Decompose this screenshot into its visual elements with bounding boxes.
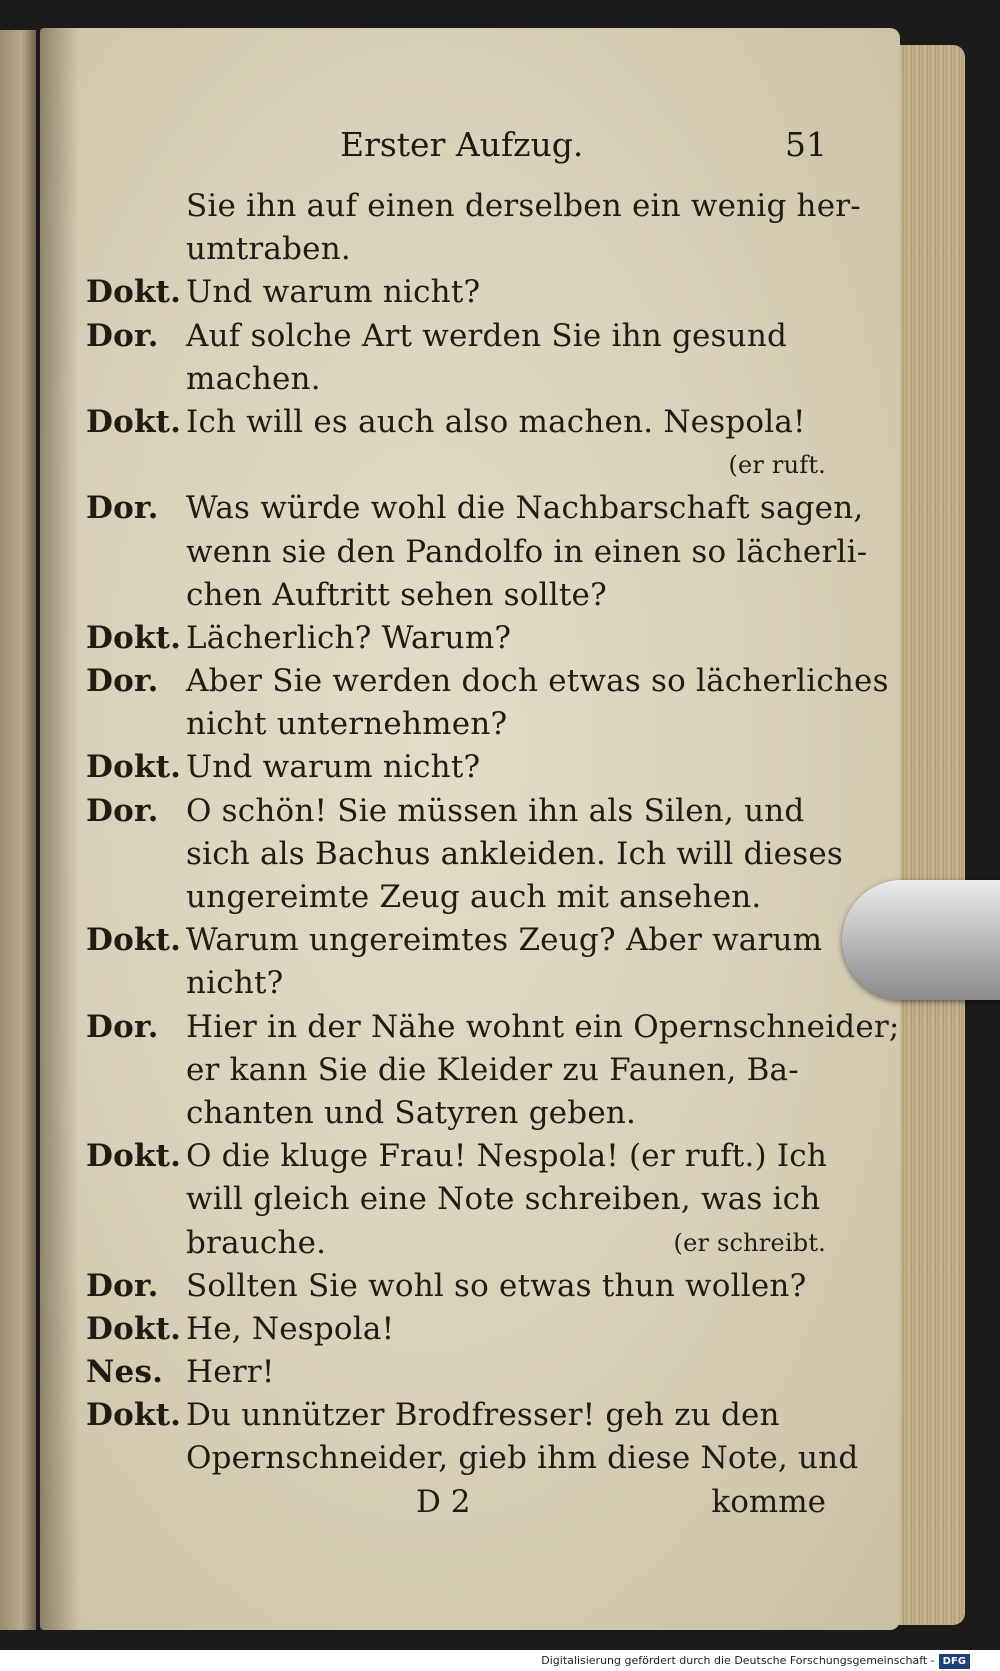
text-line [86,617,826,660]
text-line [86,358,826,401]
line-text: er kann Sie die Kleider zu Faunen, Ba- [186,1051,799,1088]
line-text: Sollten Sie wohl so etwas thun wollen? [186,1267,807,1304]
page-clip [842,880,1000,1000]
footer [0,1650,1000,1671]
line-text: Aber Sie werden doch etwas so lächerliches [186,663,889,700]
line-text: O schön! Sie müssen ihn als Silen, und [186,792,805,829]
speaker-name: Dor. [86,663,159,700]
running-title: Erster Aufzug. [340,125,584,164]
line-text: chanten und Satyren geben. [186,1094,637,1131]
text-line [86,315,826,358]
speaker-name: Dokt. [86,1138,182,1175]
text-block [86,185,900,1524]
speaker-name: Dokt. [86,749,182,786]
speaker-name: Dokt. [86,922,182,959]
text-line [86,660,889,703]
text-line [86,228,826,271]
speaker-name: Dor. [86,1008,159,1045]
line-text: wenn sie den Pandolfo in einen so lächerli- [186,533,868,570]
text-line [86,1394,826,1437]
text-line [86,1049,826,1092]
text-line [86,444,826,487]
line-text: Sie ihn auf einen derselben ein wenig her- [186,188,861,224]
text-line [86,487,864,530]
speaker-name: Dor. [86,1267,159,1304]
text-line [86,919,826,962]
speaker-name: Dokt. [86,1397,182,1434]
speaker-name: Dor. [86,490,159,527]
line-text: Lächerlich? Warum? [186,619,512,656]
text-line [86,833,843,876]
text-line [86,876,826,919]
speaker-name: Nes. [86,1354,164,1391]
line-text: Hier in der Nähe wohnt ein Opernschneider; [186,1008,900,1045]
text-line [86,1178,826,1221]
line-text: Und warum nicht? [186,274,481,311]
speaker-name: Dokt. [86,403,182,440]
text-line [86,1308,826,1351]
line-text: sich als Bachus ankleiden. Ich will dieses [186,835,843,872]
speaker-name: Dor. [86,317,159,354]
catchword: komme [711,1483,826,1520]
facing-page-edge [0,30,36,1630]
line-text: Was würde wohl die Nachbarschaft sagen, [186,490,864,527]
page-number: 51 [785,125,827,164]
line-text: He, Nespola! [186,1310,395,1347]
speaker-name: Dokt. [86,619,182,656]
text-line [86,790,826,833]
line-text: chen Auftritt sehen sollte? [186,576,607,613]
line-text: brauche. [186,1224,327,1261]
footer-credit-text: Digitalisierung gefördert durch die Deutsche Forschungsgemeinschaft - [541,1654,935,1667]
stage-direction: (er schreibt. [673,1228,826,1257]
text-line [86,1006,900,1049]
text-line [86,1265,826,1308]
text-line [86,271,826,314]
line-text: Und warum nicht? [186,749,481,786]
text-line [86,185,861,228]
text-line [86,531,868,574]
dfg-logo: DFG [939,1654,970,1669]
line-text: umtraben. [186,231,351,268]
text-line [86,1092,826,1135]
line-text: machen. [186,360,321,397]
line-text: will gleich eine Note schreiben, was ich [186,1181,821,1218]
speaker-name: Dokt. [86,274,182,311]
line-text: Auf solche Art werden Sie ihn gesund [186,317,788,354]
signature-line [86,1481,826,1524]
speaker-name: Dor. [86,792,159,829]
line-text: Opernschneider, gieb ihm diese Note, und [186,1440,859,1477]
line-text: O die kluge Frau! Nespola! (er ruft.) Ich [186,1138,828,1175]
footer-credit [541,1654,970,1667]
line-text: ungereimte Zeug auch mit ansehen. [186,879,762,915]
line-text: Du unnützer Brodfresser! geh zu den [186,1397,780,1434]
text-line [86,746,826,789]
text-line [86,703,826,746]
line-text: nicht unternehmen? [186,706,508,743]
line-text: nicht? [186,965,284,1002]
stage-direction: (er ruft. [728,451,826,480]
text-line [86,401,826,444]
speaker-name: Dokt. [86,1310,182,1347]
text-line [86,1437,859,1480]
text-line [86,1351,826,1394]
line-text: Warum ungereimtes Zeug? Aber warum [186,922,823,959]
text-line [86,1222,826,1265]
text-line [86,1135,826,1178]
text-line [86,962,826,1005]
line-text: Ich will es auch also machen. Nespola! [186,403,806,440]
signature-mark: D 2 [416,1483,471,1520]
gutter-shadow [40,28,80,1630]
line-text: Herr! [186,1354,275,1391]
text-line [86,574,826,617]
